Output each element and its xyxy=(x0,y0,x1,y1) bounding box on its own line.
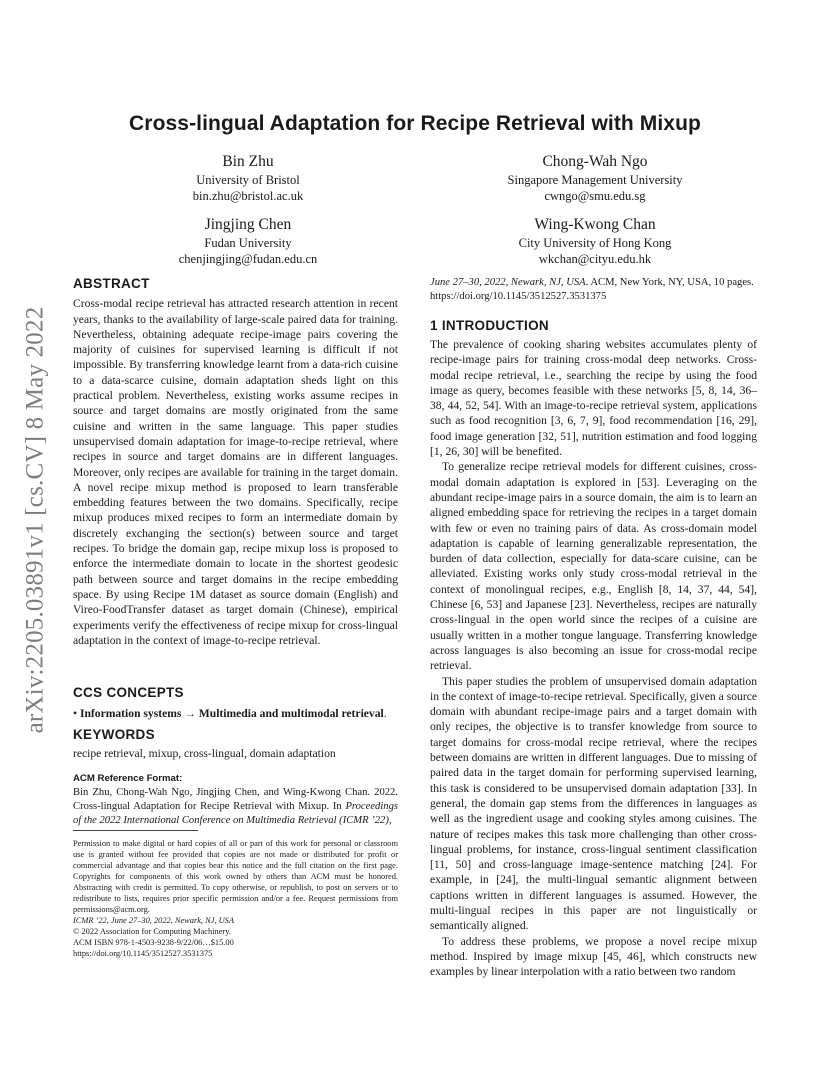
permission-isbn: ACM ISBN 978-1-4503-9238-9/22/06…$15.00 xyxy=(73,938,234,947)
acm-reference xyxy=(73,772,398,828)
intro-paragraph: This paper studies the problem of unsupervised domain adaptation in the context of image-to-recipe retrieval. Specifically, given a source domain with abundant recipe-image pairs and a target domain with only recipes, the objective is to transfer knowledge from source to target domains for cross-modal recipe retrieval, where the recipes between domains are written in different languages. Due to missing of paired data in the target domain for performing supervised learning, this task is considered to be unsupervised domain adaptation [33]. In general, the domain gap stems from the differences in languages as well as the ingredient usage and cooking styles among cuisines. The nature of recipes makes this task more challenging than other cross-lingual problems, for instance, cross-lingual sentiment classification [11, 50] and cross-language image-sentence matching [24]. For example, in [24], the multi-lingual semantic alignment between captions written in different languages is assumed. However, the multi-lingual recipes in this paper are not linguistically or semantically aligned. xyxy=(430,674,757,933)
author-block xyxy=(465,215,725,267)
keywords-text: recipe retrieval, mixup, cross-lingual, domain adaptation xyxy=(73,747,336,760)
author-affiliation: City University of Hong Kong xyxy=(518,236,672,250)
abstract-section xyxy=(73,276,398,648)
paper-title: Cross-lingual Adaptation for Recipe Retrieval with Mixup xyxy=(129,112,701,135)
intro-paragraph: To generalize recipe retrieval models for different cuisines, cross-modal domain adaptation is explored in [53]. Leveraging on the abundant recipe-image pairs in a source domain, the aim is to learn an aligned embedding space for retrieving the recipes in a target domain with few or even no training pairs of data. As cross-domain model adaptation is capable of learning generalizable representation, the burden of data collection, especially for data-scare cuisine, can be alleviated. Existing works only study cross-modal retrieval in the context of monolingual recipes, e.g., English [8, 14, 37, 44, 54], Chinese [6, 53] and Japanese [23]. Nevertheless, recipes are naturally cross-lingual in the open world since the recipes of a cuisine are usually written in a mother tongue language. Transferring knowledge across languages is also becoming an issue for cross-modal recipe retrieval. xyxy=(430,460,757,673)
ccs-period: . xyxy=(383,707,387,721)
introduction-body xyxy=(430,337,757,979)
arxiv-stamp-text: arXiv:2205.03891v1 [cs.CV] 8 May 2022 xyxy=(21,306,49,734)
permission-notice xyxy=(73,838,398,959)
footnote-divider xyxy=(73,830,198,831)
ccs-section xyxy=(73,685,398,722)
conference-doi[interactable]: https://doi.org/10.1145/3512527.3531375 xyxy=(430,291,607,302)
author-affiliation: Singapore Management University xyxy=(507,173,683,187)
author-name: Jingjing Chen xyxy=(204,216,292,233)
reference-body xyxy=(73,786,398,828)
author-block xyxy=(465,152,725,204)
reference-label: ACM Reference Format: xyxy=(73,773,183,784)
author-block xyxy=(118,152,378,204)
author-block xyxy=(118,215,378,267)
ccs-concepts xyxy=(73,706,398,721)
conference-rest: . ACM, New York, NY, USA, 10 pages. xyxy=(585,277,754,288)
reference-text: Bin Zhu, Chong-Wah Ngo, Jingjing Chen, and Wing-Kwong Chan. 2022. Cross-lingual Adaptation for Recipe Retrieval with Mixup. In xyxy=(73,787,398,812)
arxiv-stamp xyxy=(22,280,48,760)
author-email[interactable]: chenjingjing@fudan.edu.cn xyxy=(178,252,318,266)
keywords-section xyxy=(73,727,398,760)
author-email[interactable]: bin.zhu@bristol.ac.uk xyxy=(192,189,304,203)
author-email[interactable]: cwngo@smu.edu.sg xyxy=(544,189,646,203)
permission-venue: ICMR ’22, June 27–30, 2022, Newark, NJ, USA xyxy=(73,916,234,925)
intro-paragraph: To address these problems, we propose a novel recipe mixup method. Inspired by image mixup [45, 46], which constructs new examples by linear interpolation with a ratio between two random xyxy=(430,934,757,979)
abstract-heading: ABSTRACT xyxy=(73,276,150,291)
conference-date-place: June 27–30, 2022, Newark, NJ, USA xyxy=(430,277,586,288)
author-email[interactable]: wkchan@cityu.edu.hk xyxy=(538,252,652,266)
author-name: Bin Zhu xyxy=(222,153,274,170)
keywords-heading: KEYWORDS xyxy=(73,727,155,742)
introduction-heading: 1 INTRODUCTION xyxy=(430,318,549,333)
reference-proceedings: Proceedings of the 2022 International Conference on Multimedia Retrieval (ICMR ’22), xyxy=(73,801,398,826)
abstract-text: Cross-modal recipe retrieval has attracted research attention in recent years, thanks to the availability of large-scale paired data for training. Nevertheless, obtaining adequate recipe-image pairs covering the majority of cuisines for supervised learning is difficult if not impossible. By transferring knowledge learnt from a data-rich cuisine to a data-scarce cuisine, domain adaptation sheds light on this practical problem. Nevertheless, existing works assume recipes in source and target domains are mostly originated from the same cuisine and written in the same language. This paper studies unsupervised domain adaptation for image-to-recipe retrieval, where recipes in source and target domains are in different languages. Moreover, only recipes are available for training in the target domain. A novel recipe mixup method is proposed to learn transferable embedding features between the two domains. Specifically, recipe mixup produces mixed recipes to form an intermediate domain by discretely exchanging the section(s) between source and target recipes. To bridge the domain gap, recipe mixup loss is proposed to enforce the intermediate domain to locate in the shortest geodesic path between source and target domains in the recipe embedding space. By using Recipe 1M dataset as source domain (English) and Vireo-FoodTransfer dataset as target domain (Chinese), empirical experiments verify the effectiveness of recipe mixup for cross-lingual adaptation in the context of image-to-recipe retrieval. xyxy=(73,297,398,647)
author-name: Wing-Kwong Chan xyxy=(534,216,656,233)
author-name: Chong-Wah Ngo xyxy=(542,153,648,170)
ccs-concept-text: Information systems → Multimedia and multimodal retrieval xyxy=(79,707,384,721)
permission-doi[interactable]: https://doi.org/10.1145/3512527.3531375 xyxy=(73,949,213,958)
permission-text: Permission to make digital or hard copies of all or part of this work for personal or classroom use is granted without fee provided that copies are not made or distributed for profit or commercial advantage and that copies bear this notice and the full citation on the first page. Copyrights for components of this work owned by others than ACM must be honored. Abstracting with credit is permitted. To copy otherwise, or republish, to post on servers or to redistribute to lists, requires prior specific permission and/or a fee. Request permissions from permissions@acm.org. xyxy=(73,839,398,914)
author-affiliation: University of Bristol xyxy=(196,173,300,187)
intro-paragraph: The prevalence of cooking sharing websites accumulates plenty of recipe-image pairs for training cross-modal deep networks. Cross-modal recipe retrieval, i.e., searching the recipe by using the food image as query, becomes feasible with these networks [5, 8, 14, 36–38, 44, 52, 54]. With an image-to-recipe retrieval system, applications such as food recognition [3, 6, 7, 9], food recommendation [16, 29], food image generation [32, 51], nutrition estimation and food logging [1, 26, 30] will be benefited. xyxy=(430,338,757,459)
ccs-heading: CCS CONCEPTS xyxy=(73,685,184,700)
permission-copyright: © 2022 Association for Computing Machinery. xyxy=(73,927,231,936)
ccs-bullet: • xyxy=(73,707,78,721)
author-affiliation: Fudan University xyxy=(204,236,292,250)
conference-line xyxy=(430,276,757,304)
